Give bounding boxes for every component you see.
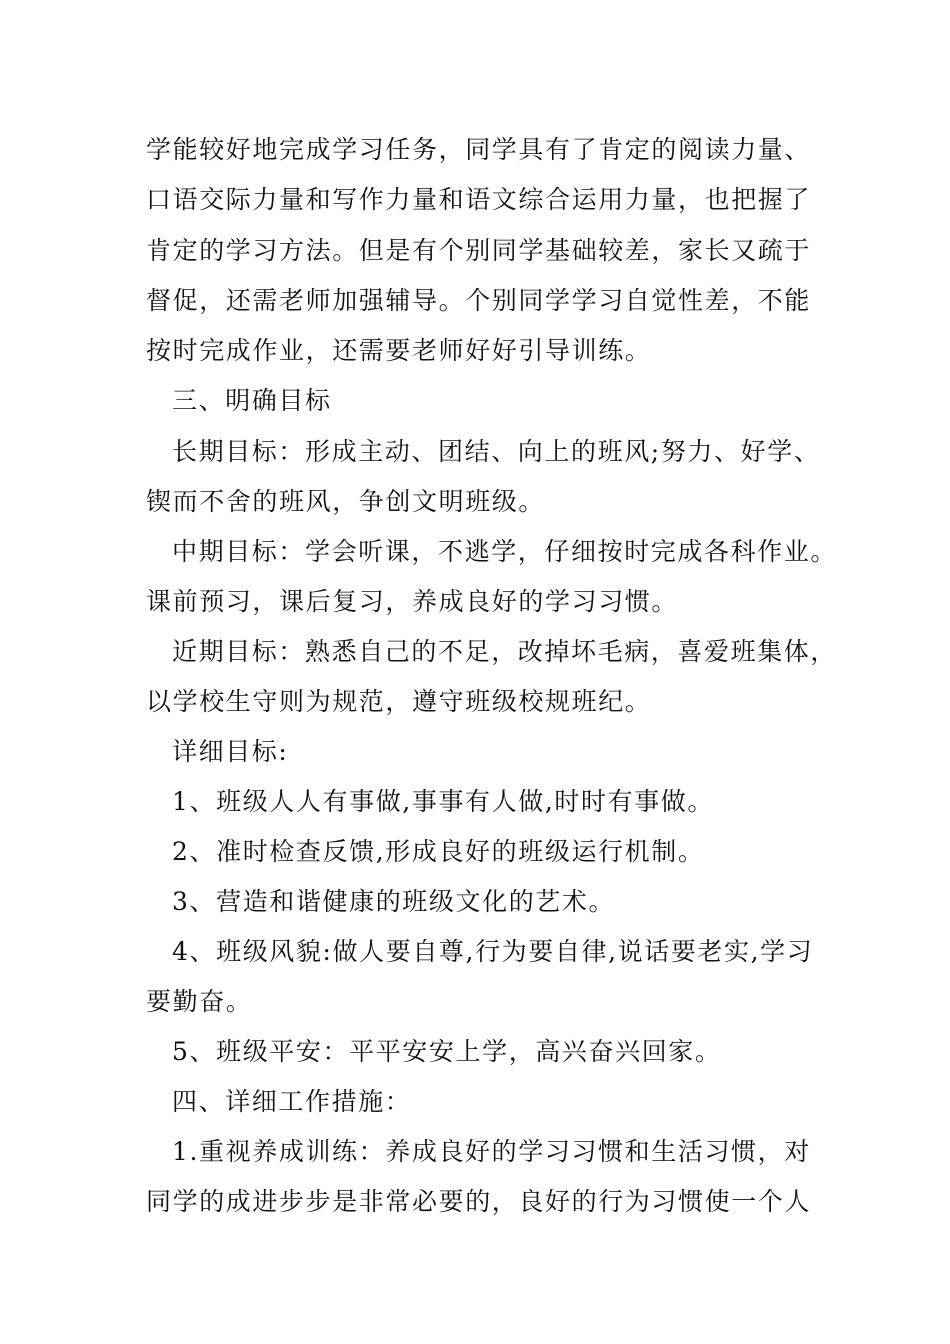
- paragraph-line: 课前预习，课后复习，养成良好的学习习惯。: [146, 587, 679, 616]
- list-item: 4、班级风貌:做人要自尊,行为要自律,说话要老实,学习: [172, 937, 814, 966]
- list-item: 5、班级平安：平平安安上学，高兴奋兴回家。: [172, 1037, 722, 1066]
- paragraph-line: 以学校生守则为规范，遵守班级校规班纪。: [146, 687, 652, 716]
- paragraph-line: 督促，还需老师加强辅导。个别同学学习自觉性差，不能: [146, 286, 812, 315]
- paragraph-line: 按时完成作业，还需要老师好好引导训练。: [146, 336, 652, 365]
- section-heading: 三、明确目标: [172, 386, 332, 415]
- list-item: 1、班级人人有事做,事事有人做,时时有事做。: [172, 787, 715, 816]
- paragraph-line: 近期目标：熟悉自己的不足，改掉坏毛病，喜爱班集体，: [172, 637, 838, 666]
- list-item-continuation: 要勤奋。: [146, 987, 253, 1016]
- paragraph-line: 1.重视养成训练：养成良好的学习习惯和生活习惯，对: [172, 1137, 811, 1166]
- list-item: 3、营造和谐健康的班级文化的艺术。: [172, 887, 616, 916]
- paragraph-line: 口语交际力量和写作力量和语文综合运用力量，也把握了: [146, 185, 812, 214]
- paragraph-line: 中期目标：学会听课，不逃学，仔细按时完成各科作业。: [172, 537, 838, 566]
- paragraph-line: 长期目标：形成主动、团结、向上的班风;努力、好学、: [172, 437, 821, 466]
- paragraph-line: 同学的成进步步是非常必要的，良好的行为习惯使一个人: [146, 1187, 812, 1216]
- section-heading: 四、详细工作措施：: [172, 1087, 412, 1116]
- paragraph-line: 学能较好地完成学习任务，同学具有了肯定的阅读力量、: [146, 135, 812, 164]
- paragraph-line: 肯定的学习方法。但是有个别同学基础较差，家长又疏于: [146, 236, 812, 265]
- list-item: 2、准时检查反馈,形成良好的班级运行机制。: [172, 837, 705, 866]
- paragraph-line: 锲而不舍的班风，争创文明班级。: [146, 487, 546, 516]
- subheading: 详细目标:: [172, 737, 289, 766]
